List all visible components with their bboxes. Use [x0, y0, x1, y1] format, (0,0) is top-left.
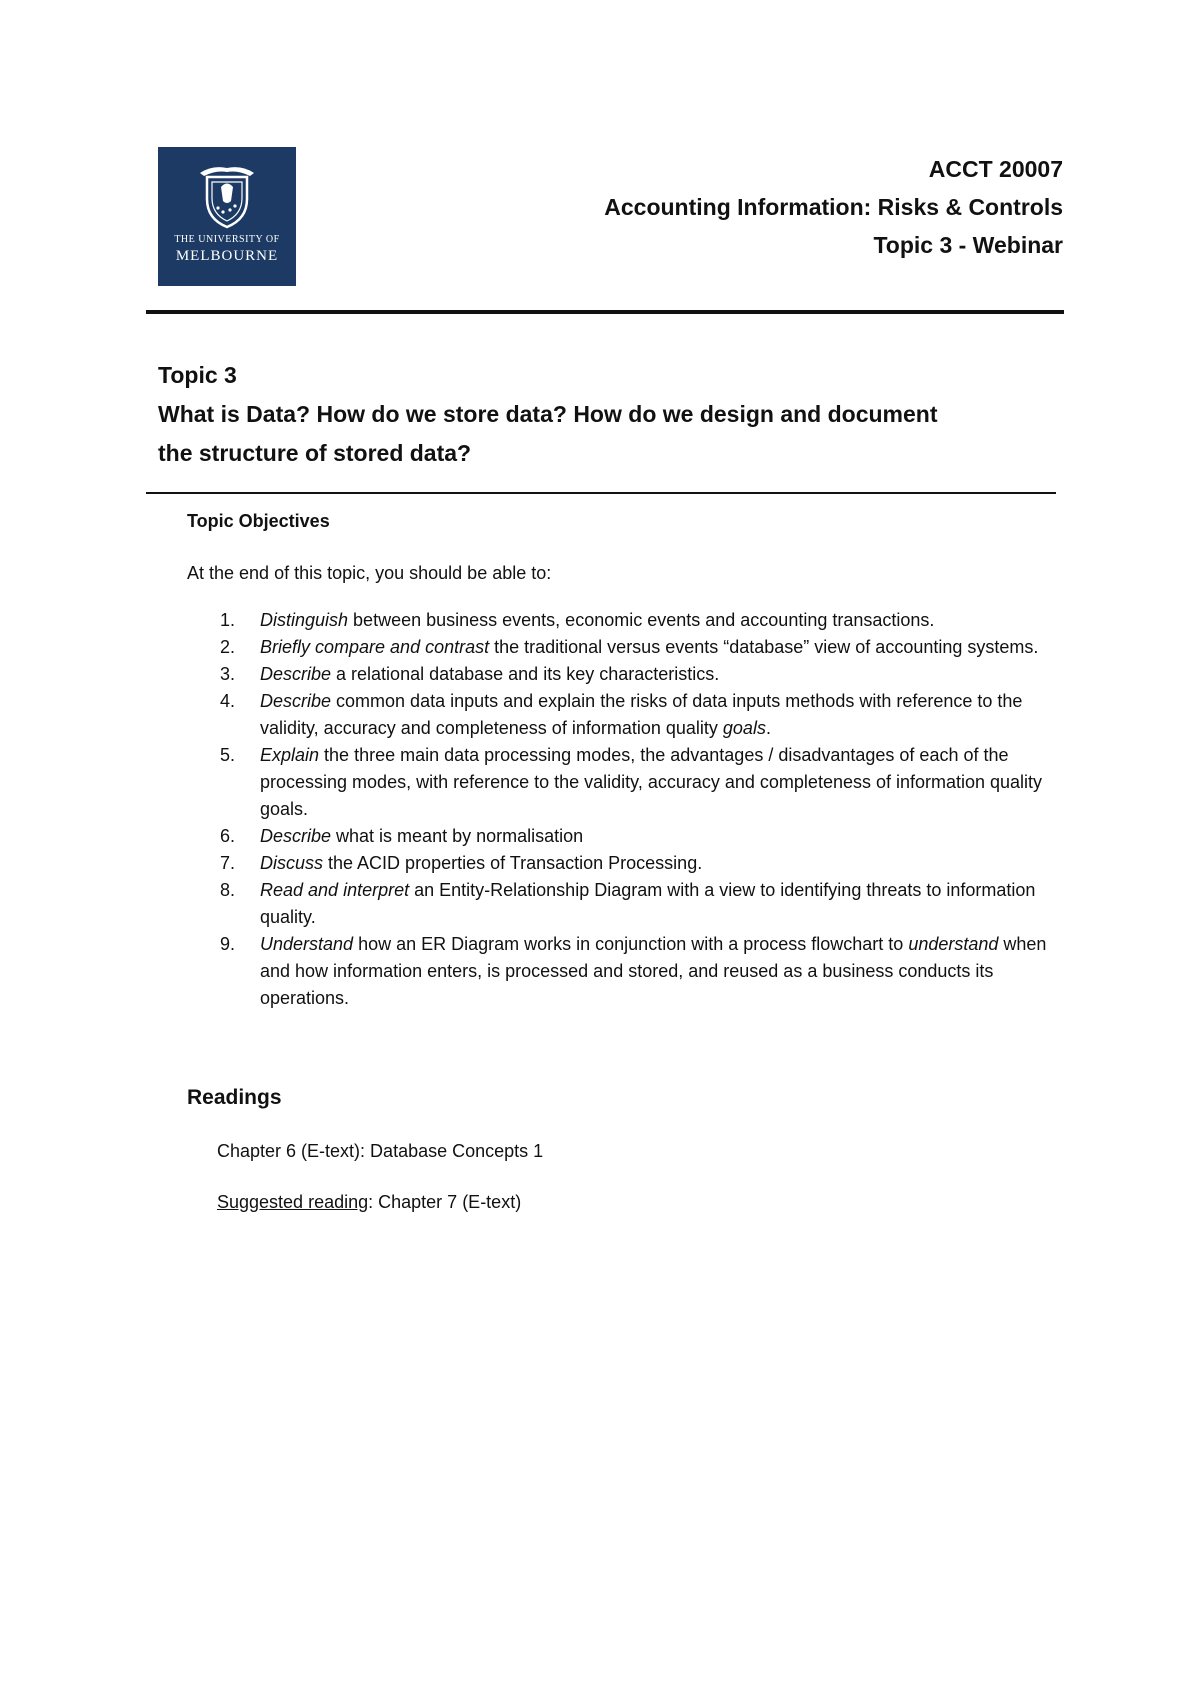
topic-title-line1: What is Data? How do we store data? How do we design and document — [158, 401, 938, 427]
objectives-list — [187, 607, 1047, 1012]
session-title: Topic 3 - Webinar — [873, 232, 1063, 258]
objectives-title: Topic Objectives — [187, 511, 330, 531]
list-item: 6. Describe what is meant by normalisation — [220, 826, 584, 846]
topic-label: Topic 3 — [158, 362, 237, 388]
suggested-reading-label: Suggested reading — [217, 1192, 369, 1212]
objectives-intro: At the end of this topic, you should be able to: — [187, 563, 552, 583]
university-logo — [158, 147, 296, 286]
list-item: 7. Discuss the ACID properties of Transaction Processing. — [220, 853, 703, 873]
list-item: 1. Distinguish between business events, economic events and accounting transactions. — [220, 610, 935, 630]
list-item: 4. Describe common data inputs and explain the risks of data inputs methods with reference to the validity, accuracy and completeness of information quality goals. — [220, 691, 1023, 738]
list-item: 3. Describe a relational database and its key characteristics. — [220, 664, 720, 684]
topic-heading — [158, 356, 1058, 473]
course-name: Accounting Information: Risks & Controls — [604, 194, 1063, 220]
header-divider — [146, 310, 1064, 314]
logo-text-line2: MELBOURNE — [175, 248, 279, 264]
list-item: 2. Briefly compare and contrast the traditional versus events “database” view of accounting systems. — [220, 637, 1039, 657]
logo-text-line1: THE UNIVERSITY OF — [174, 234, 280, 245]
list-item: 8. Read and interpret an Entity-Relationship Diagram with a view to identifying threats to information quality. — [220, 880, 1036, 927]
suggested-reading: Suggested reading: Chapter 7 (E-text) — [217, 1192, 522, 1212]
topic-objectives — [187, 508, 1047, 1012]
course-code: ACCT 20007 — [928, 156, 1063, 182]
list-item: 5. Explain the three main data processing modes, the advantages / disadvantages of each of the processing modes, with reference to the validity, accuracy and completeness of information quality goals. — [220, 745, 1043, 819]
reading-item: Chapter 6 (E-text): Database Concepts 1 — [217, 1141, 544, 1161]
suggested-reading-value: Chapter 7 (E-text) — [373, 1192, 522, 1212]
readings-title: Readings — [187, 1086, 282, 1109]
crest-icon — [192, 161, 262, 231]
list-item: 9. Understand how an ER Diagram works in conjunction with a process flowchart to understand when and how information enters, is processed and stored, and reused as a business conducts its operations. — [220, 934, 1047, 1008]
document-header — [604, 150, 1063, 264]
topic-title-line2: the structure of stored data? — [158, 440, 472, 466]
topic-divider — [146, 492, 1056, 494]
